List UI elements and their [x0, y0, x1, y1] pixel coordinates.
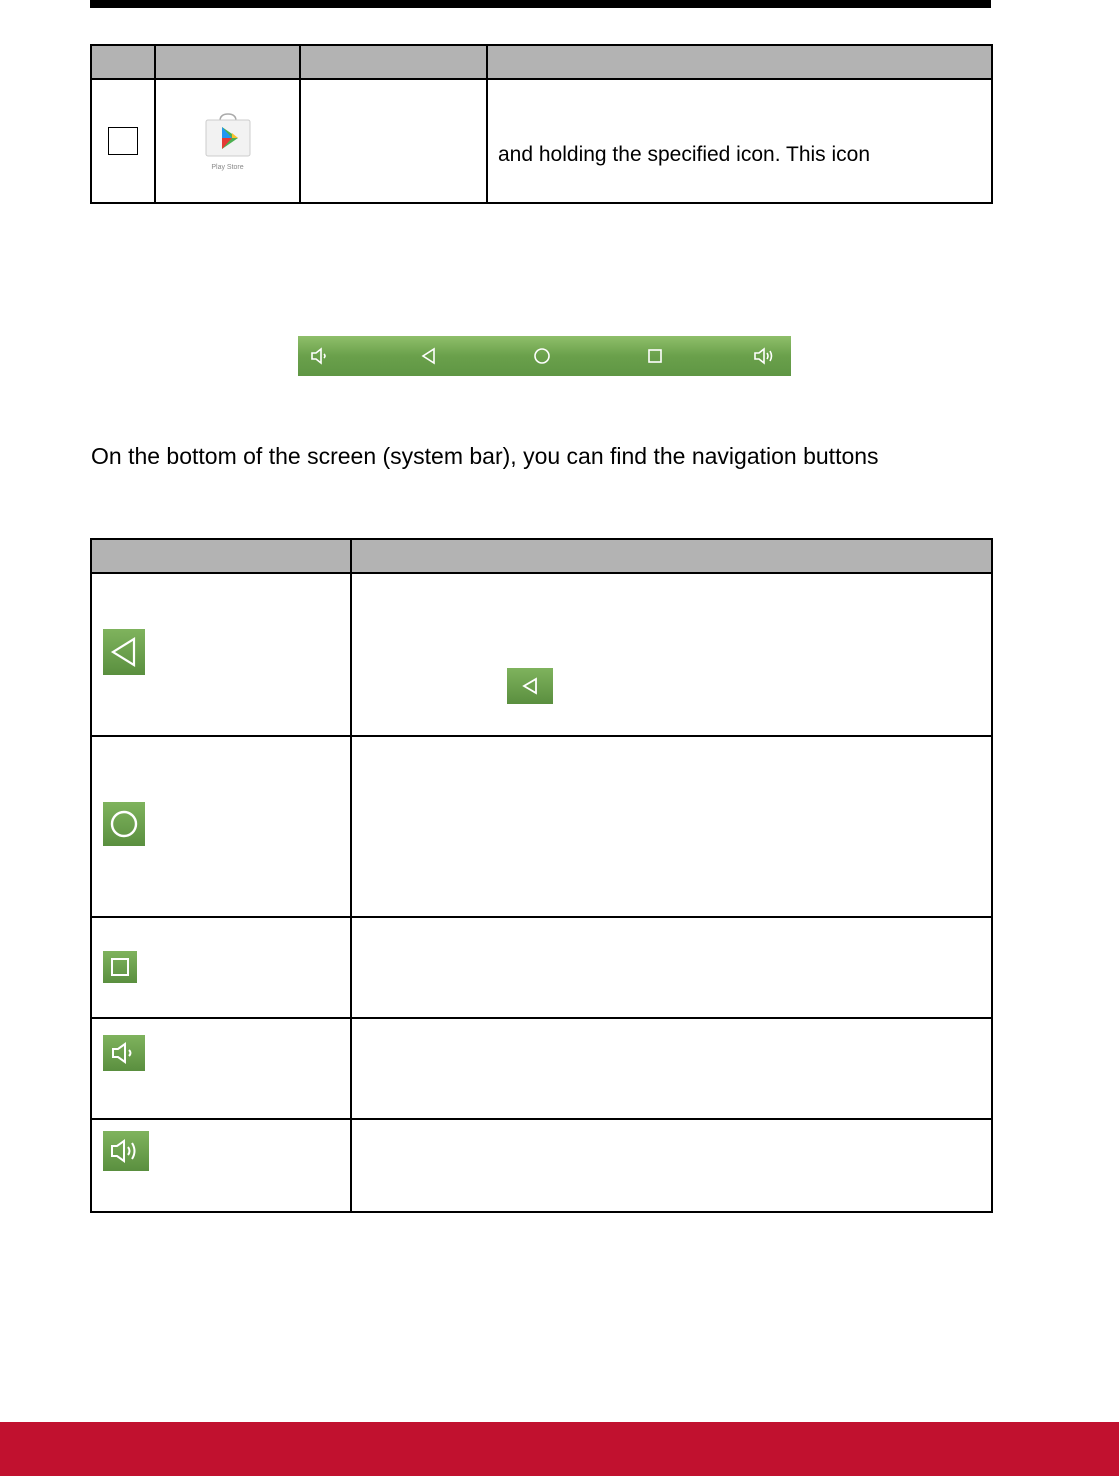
header-cell: [91, 539, 351, 573]
checkbox-cell: [91, 79, 155, 203]
back-icon: [103, 629, 145, 675]
icon-cell: [91, 917, 351, 1018]
description-text: and holding the specified icon. This icon: [498, 143, 871, 166]
description-cell: [351, 917, 992, 1018]
table-row: [91, 79, 992, 203]
icon-cell: [155, 79, 300, 203]
header-cell: [300, 45, 487, 79]
volume-up-icon[interactable]: [753, 346, 775, 366]
home-icon: [103, 802, 145, 846]
icon-cell: [91, 736, 351, 917]
table-row: [91, 1119, 992, 1212]
table-row: [91, 736, 992, 917]
volume-up-icon: [103, 1131, 149, 1171]
footer-bar: [0, 1422, 1119, 1476]
top-rule: [90, 0, 991, 8]
table-header-row: [91, 539, 992, 573]
navigation-buttons-table: [90, 538, 993, 1213]
header-cell: [487, 45, 992, 79]
play-store-label: Play Store: [211, 164, 244, 171]
table-header-row: [91, 45, 992, 79]
header-cell: [155, 45, 300, 79]
system-navigation-bar: [298, 336, 791, 376]
checkbox[interactable]: [108, 127, 138, 155]
table-row: [91, 573, 992, 736]
header-cell: [91, 45, 155, 79]
description-cell: [351, 1119, 992, 1212]
header-cell: [351, 539, 992, 573]
description-cell: [487, 79, 992, 203]
volume-down-icon[interactable]: [309, 346, 331, 366]
volume-down-icon: [103, 1035, 145, 1071]
description-cell: [351, 1018, 992, 1119]
description-cell: [351, 573, 992, 736]
description-cell: [351, 736, 992, 917]
app-icon-table: [90, 44, 993, 204]
recent-apps-icon[interactable]: [644, 346, 666, 366]
play-store-icon: [198, 111, 258, 171]
body-paragraph: On the bottom of the screen (system bar), you can find the navigation buttons: [91, 443, 879, 469]
icon-cell: [91, 1018, 351, 1119]
icon-cell: [91, 573, 351, 736]
recent-apps-icon: [103, 951, 137, 983]
table-row: [91, 1018, 992, 1119]
icon-cell: [91, 1119, 351, 1212]
name-cell: [300, 79, 487, 203]
back-icon[interactable]: [418, 346, 440, 366]
home-icon[interactable]: [531, 346, 553, 366]
table-row: [91, 917, 992, 1018]
back-icon: [507, 668, 553, 704]
